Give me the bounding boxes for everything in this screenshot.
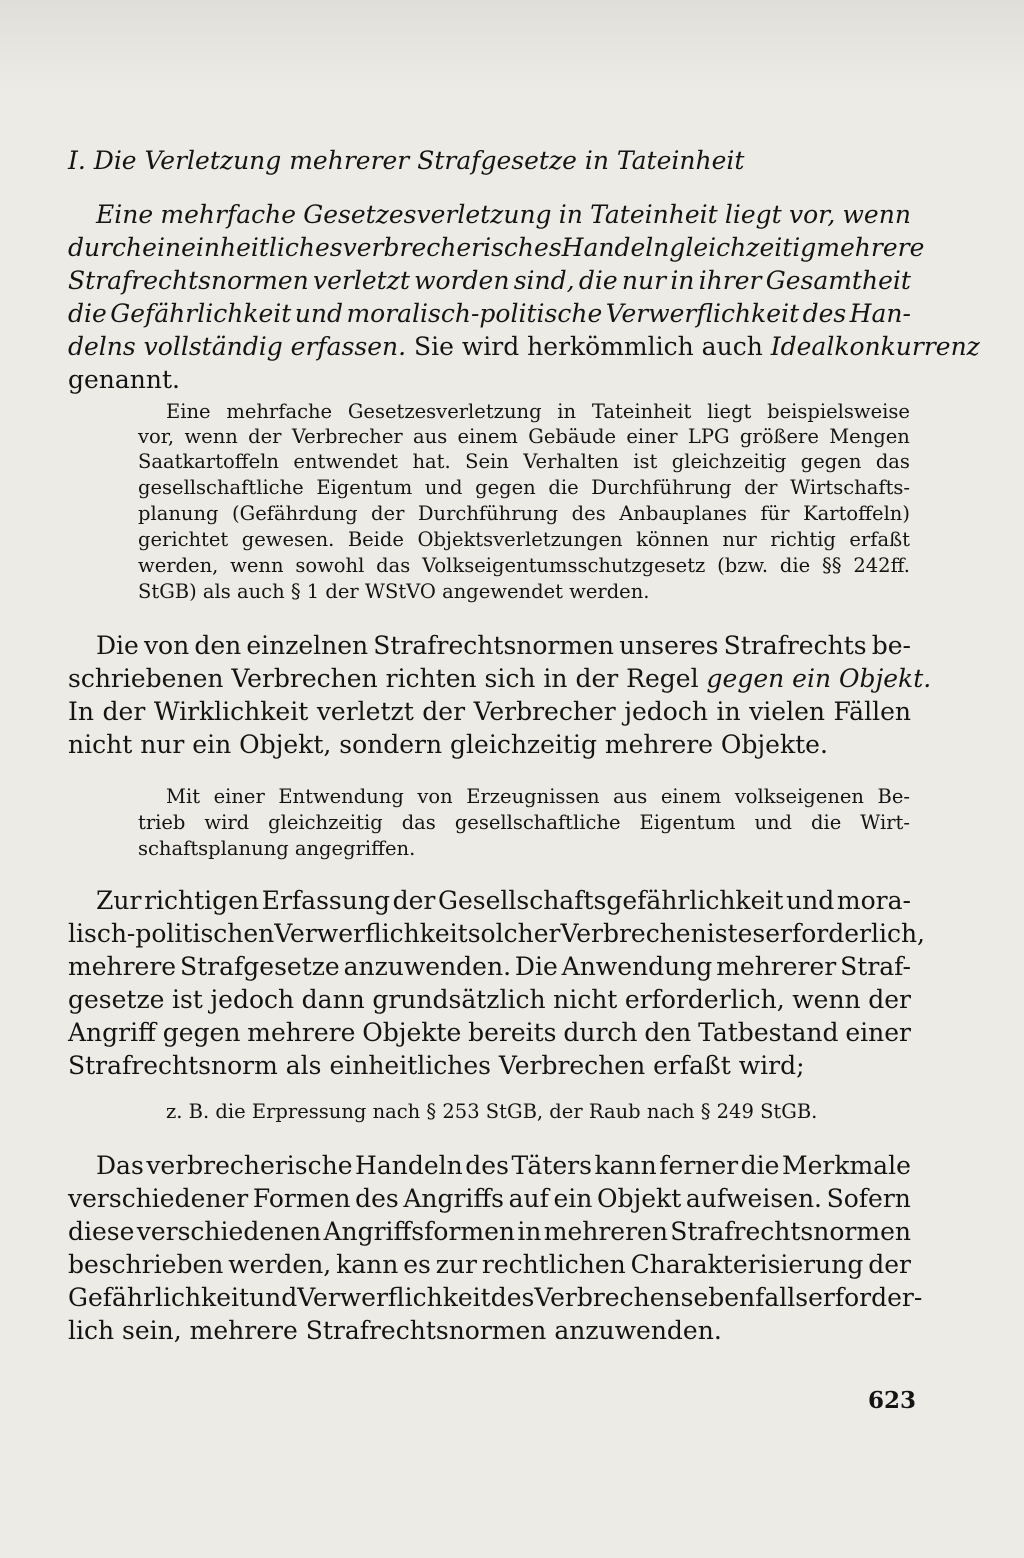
word: auf [508, 1184, 549, 1213]
body-line [68, 1315, 911, 1347]
definition-line [68, 265, 911, 297]
word: Verwerflichkeit [274, 919, 468, 948]
word: Gefährlichkeit [68, 1283, 250, 1312]
word: Verhalten [523, 450, 619, 473]
word: Eigentum [316, 476, 413, 499]
word: Strafrechts [723, 631, 867, 660]
body-line [68, 729, 911, 761]
word: Gesetzesverletzung [347, 400, 542, 423]
section-heading [68, 145, 868, 177]
word: Täters [511, 1151, 592, 1180]
word: der [102, 697, 146, 726]
word: der [392, 886, 436, 915]
example-block-3 [166, 1100, 910, 1124]
word: Handeln [355, 1151, 463, 1180]
body-line [96, 630, 911, 662]
body-line [68, 696, 911, 728]
example-line [138, 837, 910, 861]
definition-line [68, 364, 368, 396]
example-line-end: StGB) als auch § 1 der WStVO angewendet werden. [138, 580, 650, 603]
example-line [166, 400, 910, 424]
word: einheitliches [181, 233, 343, 262]
word: und [424, 476, 463, 499]
word: aus [413, 425, 448, 448]
word: jedoch [624, 697, 708, 726]
word: durch [563, 1018, 638, 1047]
word: Tateinheit [590, 200, 718, 229]
word: Entwendung [278, 785, 404, 808]
word: Strafrechtsnormen [670, 1217, 911, 1246]
word: lisch-politischen [68, 919, 275, 948]
word: Wirt- [860, 811, 910, 834]
word: Verbrechens [534, 1283, 694, 1312]
word: jedoch [210, 985, 295, 1014]
word: sowohl [295, 554, 365, 577]
word: und [294, 299, 343, 328]
word: einer [845, 1018, 911, 1047]
word: mehrere [816, 233, 925, 262]
definition-line [68, 232, 925, 264]
word: Angriff [68, 1018, 156, 1047]
word: die [68, 299, 107, 328]
word: Formen [252, 1184, 351, 1213]
word: diese [68, 1217, 135, 1246]
example-line [138, 554, 910, 578]
word: Objekt [597, 1184, 682, 1213]
word: Angriffs [403, 1184, 505, 1213]
word: Mit [166, 785, 201, 808]
body-line [68, 984, 911, 1016]
word: Verbrechen [560, 919, 707, 948]
word: Wirtschafts- [790, 476, 910, 499]
word: Gefährlichkeit [110, 299, 292, 328]
word: unseres [619, 631, 719, 660]
word: vor, [138, 425, 175, 448]
word: es [403, 1250, 431, 1279]
word: gesetze [68, 985, 165, 1014]
word: wenn [230, 554, 284, 577]
word: Eine [166, 400, 211, 423]
word: ein [142, 233, 182, 262]
word: trieb [138, 811, 186, 834]
word: einer [213, 785, 265, 808]
word: grundsätzlich [372, 985, 546, 1014]
body-line [96, 885, 911, 917]
word: aus [613, 785, 648, 808]
body-line [68, 1216, 911, 1248]
example-line [138, 425, 910, 449]
definition-line [68, 331, 980, 363]
word: einem [457, 425, 518, 448]
word: 242ff. [853, 554, 910, 577]
word: in [558, 200, 583, 229]
word: Objektsverletzungen [417, 528, 623, 551]
word: wenn [184, 425, 238, 448]
word: mehreren [543, 1217, 668, 1246]
word: mehrere [247, 1018, 356, 1047]
word: (Gefährdung [232, 502, 358, 525]
word: nur [722, 528, 757, 551]
word: der [744, 476, 778, 499]
word: erforderlich, [624, 985, 785, 1014]
word: Beide [347, 528, 404, 551]
page-number: 623 [868, 1387, 917, 1414]
word: und [754, 811, 793, 834]
word: in [716, 697, 741, 726]
word: gesellschaftliche [138, 476, 304, 499]
word: erforder- [808, 1283, 923, 1312]
definition-line [96, 199, 911, 231]
word: durch [68, 233, 143, 262]
word: Sein [465, 450, 509, 473]
word: erfaßt [849, 528, 910, 551]
word: kann [594, 1151, 657, 1180]
word: bereits [468, 1018, 557, 1047]
word: der [868, 985, 911, 1014]
word: liegt [707, 400, 752, 423]
word: verletzt [312, 266, 410, 295]
word: das [376, 554, 411, 577]
word: planung [138, 502, 219, 525]
body-line [68, 951, 911, 983]
word: mehrfache [226, 400, 333, 423]
word: des [355, 1184, 399, 1213]
word: Han- [849, 299, 911, 328]
word: anzuwenden. [343, 952, 512, 981]
word: Kartoffeln) [803, 502, 910, 525]
word: Strafgesetze [179, 952, 340, 981]
word: Objekte [362, 1018, 462, 1047]
word: gegen [475, 476, 536, 499]
word: Sofern [826, 1184, 911, 1213]
word: der [422, 697, 466, 726]
word: des [465, 1151, 509, 1180]
word: mehrerer [716, 952, 837, 981]
word: solcher [467, 919, 561, 948]
word: Die [96, 631, 139, 660]
word: des [802, 299, 847, 328]
word: mora- [836, 886, 911, 915]
word: LPG [687, 425, 730, 448]
word: aufweisen. [685, 1184, 822, 1213]
word: §§ [822, 554, 842, 577]
word: in [557, 400, 577, 423]
word: mehrfache [160, 200, 296, 229]
word: können [636, 528, 709, 551]
word: und [786, 886, 835, 915]
word: (bzw. [717, 554, 769, 577]
body-line [68, 1183, 911, 1215]
word: des [571, 502, 606, 525]
word: zur [435, 1250, 477, 1279]
definition-line [68, 298, 911, 330]
word: hat. [412, 450, 451, 473]
word: wenn [792, 985, 861, 1014]
word: einer [626, 425, 678, 448]
word: die [811, 811, 842, 834]
word: die [779, 554, 811, 577]
word: Angriffsformen [323, 1217, 515, 1246]
body-line [68, 1282, 923, 1314]
word: beschrieben [68, 1250, 224, 1279]
word: rechtlichen [481, 1250, 626, 1279]
word: Verbrecher [473, 697, 616, 726]
example-line [138, 811, 910, 835]
term-idealkonkurrenz: Idealkonkurrenz [770, 332, 980, 361]
body-line [68, 918, 926, 950]
definition-line-plain: Sie wird herkömmlich auch [406, 332, 771, 361]
word: ist [171, 985, 203, 1014]
definition-line-italic: delns vollständig erfassen. [68, 332, 407, 361]
word: Gesetzesverletzung [303, 200, 552, 229]
word: Wirklichkeit [153, 697, 309, 726]
word: den [644, 1018, 692, 1047]
word: der [371, 502, 405, 525]
word: Straf- [840, 952, 911, 981]
word: nur [621, 266, 667, 295]
word: Zur [96, 886, 142, 915]
word: ferner [659, 1151, 739, 1180]
word: ebenfalls [693, 1283, 809, 1312]
word: Anwendung [561, 952, 713, 981]
word: Durchführung [591, 476, 732, 499]
word: In [68, 697, 94, 726]
word: Die [514, 952, 558, 981]
word: verletzt [316, 697, 414, 726]
example-line: z. B. die Erpressung nach § 253 StGB, der Raub nach § 249 StGB. [166, 1100, 818, 1123]
example-line [138, 580, 910, 604]
word: Handeln [561, 233, 670, 262]
word: Be- [877, 785, 910, 808]
word: verschiedenen [136, 1217, 322, 1246]
word: in [517, 1217, 542, 1246]
word: einem [660, 785, 722, 808]
word: gegen [800, 450, 862, 473]
word: der [248, 425, 282, 448]
word: kann [336, 1250, 399, 1279]
example-line [138, 528, 910, 552]
body-line [68, 1017, 911, 1049]
word: gewesen. [241, 528, 335, 551]
word: Erfassung [261, 886, 390, 915]
example-line [166, 785, 910, 809]
word: Anbauplanes [619, 502, 747, 525]
word: gleichzeitig [669, 233, 817, 262]
word: Gesamtheit [765, 266, 911, 295]
word: Fällen [833, 697, 911, 726]
word: Charakterisierung [630, 1250, 864, 1279]
word: die [578, 266, 618, 295]
body-line-end: Strafrechtsnorm als einheitliches Verbrechen erfaßt wird; [68, 1051, 805, 1080]
word: Gesellschaftsgefährlichkeit [437, 886, 784, 915]
word: gegen [162, 1018, 241, 1047]
word: Verbrecher [291, 425, 403, 448]
word: wird [204, 811, 250, 834]
word: den [194, 631, 242, 660]
word: ihrer [698, 266, 762, 295]
word: verschiedener [68, 1184, 249, 1213]
word: größere [739, 425, 819, 448]
word: ist [706, 919, 738, 948]
body-line-italic: gegen ein Objekt. [706, 664, 932, 693]
word: gleichzeitig [671, 450, 787, 473]
word: Eine [96, 200, 154, 229]
word: gleichzeitig [268, 811, 383, 834]
word: es [737, 919, 766, 948]
word: in [670, 266, 695, 295]
word: Tateinheit [591, 400, 692, 423]
word: erforderlich, [765, 919, 926, 948]
word: werden, [138, 554, 219, 577]
word: Volkseigentumsschutzgesetz [422, 554, 706, 577]
word: werden, [228, 1250, 332, 1279]
word: die [548, 476, 579, 499]
word: gerichtet [138, 528, 229, 551]
word: entwendet [293, 450, 399, 473]
scan-edge [0, 0, 1024, 90]
example-line [138, 502, 910, 526]
word: moralisch-politische [346, 299, 603, 328]
body-line [68, 1249, 911, 1281]
word: wenn [842, 200, 911, 229]
body-line [96, 1150, 911, 1182]
word: verbrecherisches [342, 233, 562, 262]
word: Durchführung [417, 502, 559, 525]
word: be- [871, 631, 911, 660]
word: mehrere [68, 952, 177, 981]
body-line-end: lich sein, mehrere Strafrechtsnormen anzuwenden. [68, 1316, 722, 1345]
word: ein [553, 1184, 593, 1213]
example-line [138, 450, 910, 474]
word: gesellschaftliche [454, 811, 621, 834]
word: liegt [724, 200, 782, 229]
body-line [68, 663, 932, 695]
word: sind, [513, 266, 575, 295]
word: und [249, 1283, 298, 1312]
definition-line-end: genannt. [68, 365, 180, 394]
word: Tatbestand [698, 1018, 839, 1047]
example-line [138, 476, 910, 500]
word: richtig [770, 528, 836, 551]
body-line-plain: schriebenen Verbrechen richten sich in der Regel [68, 664, 707, 693]
word: Das [96, 1151, 144, 1180]
word: Mengen [829, 425, 910, 448]
word: Eigentum [639, 811, 736, 834]
word: des [490, 1283, 535, 1312]
word: richtigen [144, 886, 260, 915]
word: Saatkartoffeln [138, 450, 279, 473]
word: die [740, 1151, 780, 1180]
word: das [875, 450, 910, 473]
word: der [868, 1250, 911, 1279]
word: dann [301, 985, 365, 1014]
word: von [417, 785, 453, 808]
word: Strafrechtsnormen [68, 266, 309, 295]
word: Verwerflichkeit [297, 1283, 491, 1312]
word: Merkmale [781, 1151, 911, 1180]
word: das [401, 811, 436, 834]
word: vor, [788, 200, 836, 229]
word: nicht [553, 985, 618, 1014]
word: worden [414, 266, 510, 295]
example-line-end: schaftsplanung angegriffen. [138, 837, 416, 860]
word: für [760, 502, 790, 525]
body-line-end: nicht nur ein Objekt, sondern gleichzeitig mehrere Objekte. [68, 730, 828, 759]
word: Strafrechtsnormen [373, 631, 614, 660]
word: verbrecherische [146, 1151, 353, 1180]
word: vielen [749, 697, 825, 726]
word: volkseigenen [734, 785, 864, 808]
word: beispielsweise [767, 400, 910, 423]
word: einzelnen [246, 631, 369, 660]
word: Gebäude [528, 425, 617, 448]
body-line [68, 1050, 911, 1082]
word: Erzeugnissen [466, 785, 600, 808]
word: Verwerflichkeit [605, 299, 800, 328]
word: von [143, 631, 190, 660]
section-heading-text: I. Die Verletzung mehrerer Strafgesetze in Tateinheit [68, 146, 745, 175]
word: ist [633, 450, 658, 473]
